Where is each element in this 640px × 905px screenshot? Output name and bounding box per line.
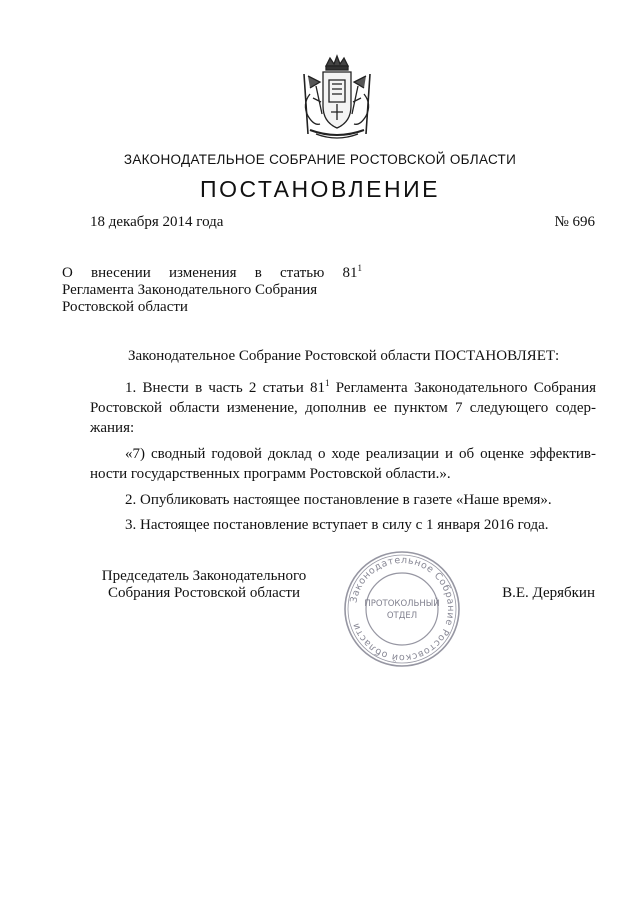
resolution-quote: «7) сводный годовой доклад о ходе реализации и об оценке эффектив-ности государственных программ Ростовской области.».	[90, 446, 596, 482]
resolution-item-2: 2. Опубликовать настоящее постановление в газете «Наше время».	[125, 492, 552, 508]
resolution-item-3: 3. Настоящее постановление вступает в силу с 1 января 2016 года.	[125, 517, 549, 533]
coat-of-arms-emblem	[296, 54, 378, 140]
signatory-name: В.Е. Дерябкин	[502, 585, 595, 601]
subject-line-3: Ростовской области	[62, 299, 188, 315]
official-stamp	[340, 548, 464, 670]
document-body	[90, 346, 596, 535]
document-date: 18 декабря 2014 года	[90, 214, 224, 230]
svg-text:Законодательное Собрание Росто: Законодательное Собрание Ростовской области	[348, 554, 457, 664]
organization-name: ЗАКОНОДАТЕЛЬНОЕ СОБРАНИЕ РОСТОВСКОЙ ОБЛАСТИ	[123, 152, 517, 167]
resolution-item-1: 1. Внести в часть 2 статьи $81^1$ Регламента Законодательного Собрания Ростовской области изменение, дополнив ее пунктом 7 следующего содер-жания:	[90, 378, 596, 436]
document-number: № 696	[554, 214, 595, 230]
subject-line-2: Регламента Законодательного Собрания	[62, 282, 318, 298]
resolution-intro: Законодательное Собрание Ростовской области ПОСТАНОВЛЯЕТ:	[128, 348, 560, 364]
svg-text:ОТДЕЛ: ОТДЕЛ	[386, 611, 418, 621]
svg-text:ПРОТОКОЛЬНЫЙ: ПРОТОКОЛЬНЫЙ	[364, 599, 440, 609]
subject-line-1: О внесении изменения в статью $81^1$	[62, 263, 362, 281]
signatory-title: Председатель Законодательного Собрания Ростовской области	[101, 568, 307, 601]
document-subject	[62, 265, 362, 316]
document-type-title: ПОСТАНОВЛЕНИЕ	[200, 176, 440, 202]
